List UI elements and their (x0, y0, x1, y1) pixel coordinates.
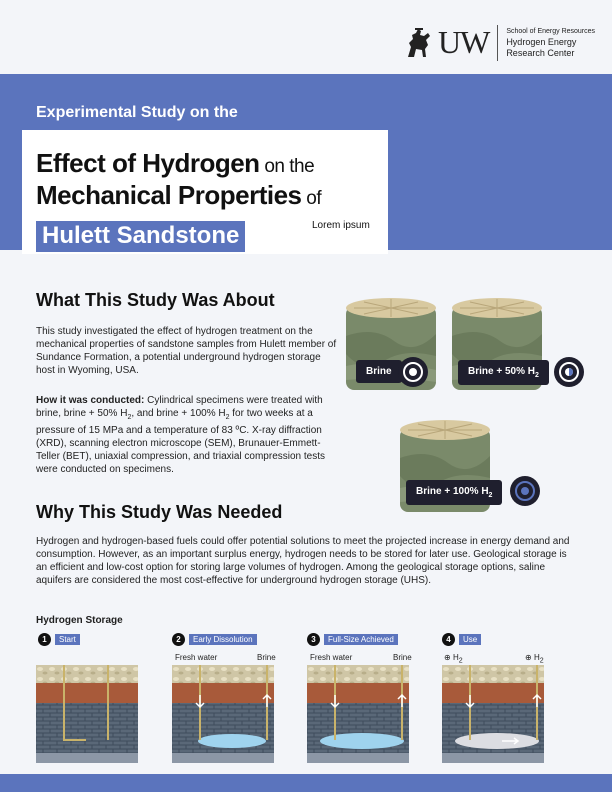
step-2 (172, 633, 257, 646)
step-1 (38, 633, 80, 646)
research-center-name (506, 26, 595, 59)
step-4 (442, 633, 481, 646)
h2-label-right: ⊕ $H_2$ (525, 653, 544, 665)
core-label-brine: Brine (356, 360, 402, 383)
hydrogen-ratio-icon-50 (554, 357, 584, 387)
center-line-1: School of Energy Resources (506, 28, 596, 35)
how-label: How it was conducted: (36, 395, 145, 406)
about-paragraph: This study investigated the effect of hydrogen treatment on the mechanical properties of sandstone samples from Hulett member of Sundance Formation, a potential underground hydrogen storage host in Wyoming, USA. (36, 326, 337, 376)
step-number-1: 1 (38, 633, 51, 646)
how-text-3: for two weeks at a pressure of 15 MPa and a temperature of 83 ºC. X-ray diffraction (XRD), scanning electron microscope (SEM), Brunauer-Emmett-Teller (BET), uniaxial compression, and triaxial compression tests were conducted on specimens. (36, 408, 325, 475)
diagram-3 (307, 665, 409, 763)
sub-2b: 2 (225, 414, 230, 421)
diagram-4 (442, 665, 544, 763)
h2-label-left: ⊕ $H_2$ (444, 653, 463, 665)
h2-right-sub: 2 (539, 657, 544, 665)
title-line-1 (36, 148, 314, 179)
step-label-3: Full-Size Achieved (324, 634, 398, 645)
hydrogen-ratio-icon-0 (398, 357, 428, 387)
core-label-main-2: Brine + 100% H (416, 486, 489, 497)
center-line-3: Research Center (506, 48, 575, 58)
core-label-brine-100 (406, 480, 502, 505)
fresh-water-label-2: Fresh water (175, 653, 218, 662)
h2-right-text: H (533, 653, 540, 662)
title-line-2 (36, 180, 321, 211)
why-heading: Why This Study Was Needed (36, 502, 283, 522)
banner-subtitle: Experimental Study on the (36, 104, 238, 121)
core-label-main-1: Brine + 50% H (468, 366, 535, 377)
how-text-2: , and brine + 100% H (131, 408, 226, 419)
step-label-1: Start (55, 634, 80, 645)
hydrogen-ratio-icon-100 (510, 476, 540, 506)
h2-left-text: H (452, 653, 459, 662)
logo-divider (497, 25, 498, 61)
diagram-2 (172, 665, 274, 763)
core-label-sub-1: 2 (534, 372, 539, 379)
title-rest-2: of (301, 188, 322, 209)
title-rest-1: on the (259, 156, 315, 177)
how-conducted-paragraph (36, 394, 338, 476)
bucking-horse-icon (404, 27, 434, 59)
lorem-caption: Lorem ipsum (312, 220, 370, 231)
step-label-4: Use (459, 634, 481, 645)
storage-diagrams (36, 665, 576, 770)
uw-logo[interactable] (404, 24, 595, 61)
title-bold-1: Effect of Hydrogen (36, 148, 260, 178)
title-bold-2: Mechanical Properties (36, 180, 302, 210)
brine-label-3: Brine (393, 653, 412, 662)
storage-heading: Hydrogen Storage (36, 615, 123, 626)
core-label-sub-2: 2 (488, 492, 493, 499)
center-line-2: Hydrogen Energy (506, 37, 577, 47)
about-heading: What This Study Was About (36, 290, 275, 310)
brine-label-2: Brine (257, 653, 276, 662)
title-line-3: Hulett Sandstone (36, 221, 245, 252)
footer-bar (0, 774, 612, 792)
step-number-4: 4 (442, 633, 455, 646)
uw-wordmark: UW (438, 24, 490, 60)
diagram-1 (36, 665, 138, 763)
sub-2a: 2 (127, 414, 132, 421)
how-text-1: Cylindrical specimens were treated with brine, brine + 50% H (36, 395, 323, 419)
step-3 (307, 633, 398, 646)
step-number-3: 3 (307, 633, 320, 646)
why-paragraph: Hydrogen and hydrogen-based fuels could offer potential solutions to meet the projected increase in energy demand and consumption. However, as an important surplus energy, hydrogen needs to be stored for later use. Geological storage is an efficient and low-cost option for storing large volumes of hydrogen. Among the geological storage options, saline aquifers are considered the most cost-effective for underground hydrogen storage (UHS). (36, 536, 570, 586)
fresh-water-label-3: Fresh water (310, 653, 353, 662)
core-label-brine-50 (458, 360, 549, 385)
step-label-2: Early Dissolution (189, 634, 257, 645)
h2-left-sub: 2 (458, 657, 463, 665)
step-number-2: 2 (172, 633, 185, 646)
